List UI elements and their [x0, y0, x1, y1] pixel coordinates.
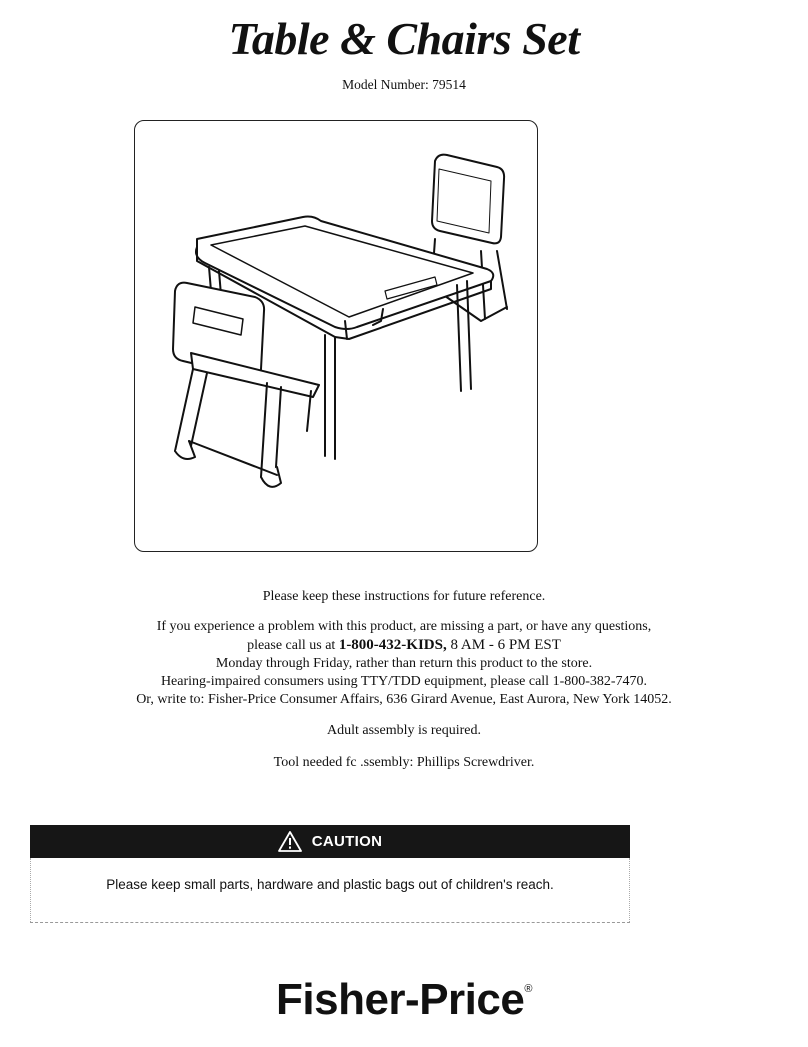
problem-text: If you experience a problem with this product, are missing a part, or have any questions, [156, 619, 652, 634]
caution-label: CAUTION [311, 833, 383, 850]
table-and-chairs-illustration [135, 121, 539, 553]
tool-text: Tool needed fc .ssembly: Phillips Screwdriver. [273, 755, 535, 770]
phone-number: 1-800-432-KIDS, [338, 637, 447, 653]
write-address-text: Or, write to: Fisher-Price Consumer Affairs, 636 Girard Avenue, East Aurora, New York 14052. [136, 692, 672, 707]
caution-bottom-rule [30, 922, 630, 923]
caution-header [30, 825, 630, 858]
assembly-text: Adult assembly is required. [327, 723, 481, 738]
caution-box [30, 825, 630, 925]
caution-text: Please keep small parts, hardware and plastic bags out of children's reach. [106, 877, 554, 892]
tty-text: Hearing-impaired consumers using TTY/TDD equipment, please call 1-800-382-7470. [160, 674, 648, 689]
hours-text: 8 AM - 6 PM EST [446, 637, 561, 653]
keep-instructions-text: Please keep these instructions for future reference. [262, 589, 546, 604]
call-line [0, 637, 808, 654]
brand-logo [0, 975, 808, 1025]
days-text: Monday through Friday, rather than return this product to the store. [215, 656, 593, 671]
registered-mark: ® [524, 983, 532, 995]
page-title: Table & Chairs Set [228, 13, 580, 64]
model-number: Model Number: 79514 [342, 77, 466, 92]
call-prefix: please call us at [247, 638, 339, 653]
brand-name: Fisher-Price [276, 975, 525, 1024]
product-illustration-frame [134, 120, 538, 552]
warning-triangle-icon [278, 831, 302, 852]
